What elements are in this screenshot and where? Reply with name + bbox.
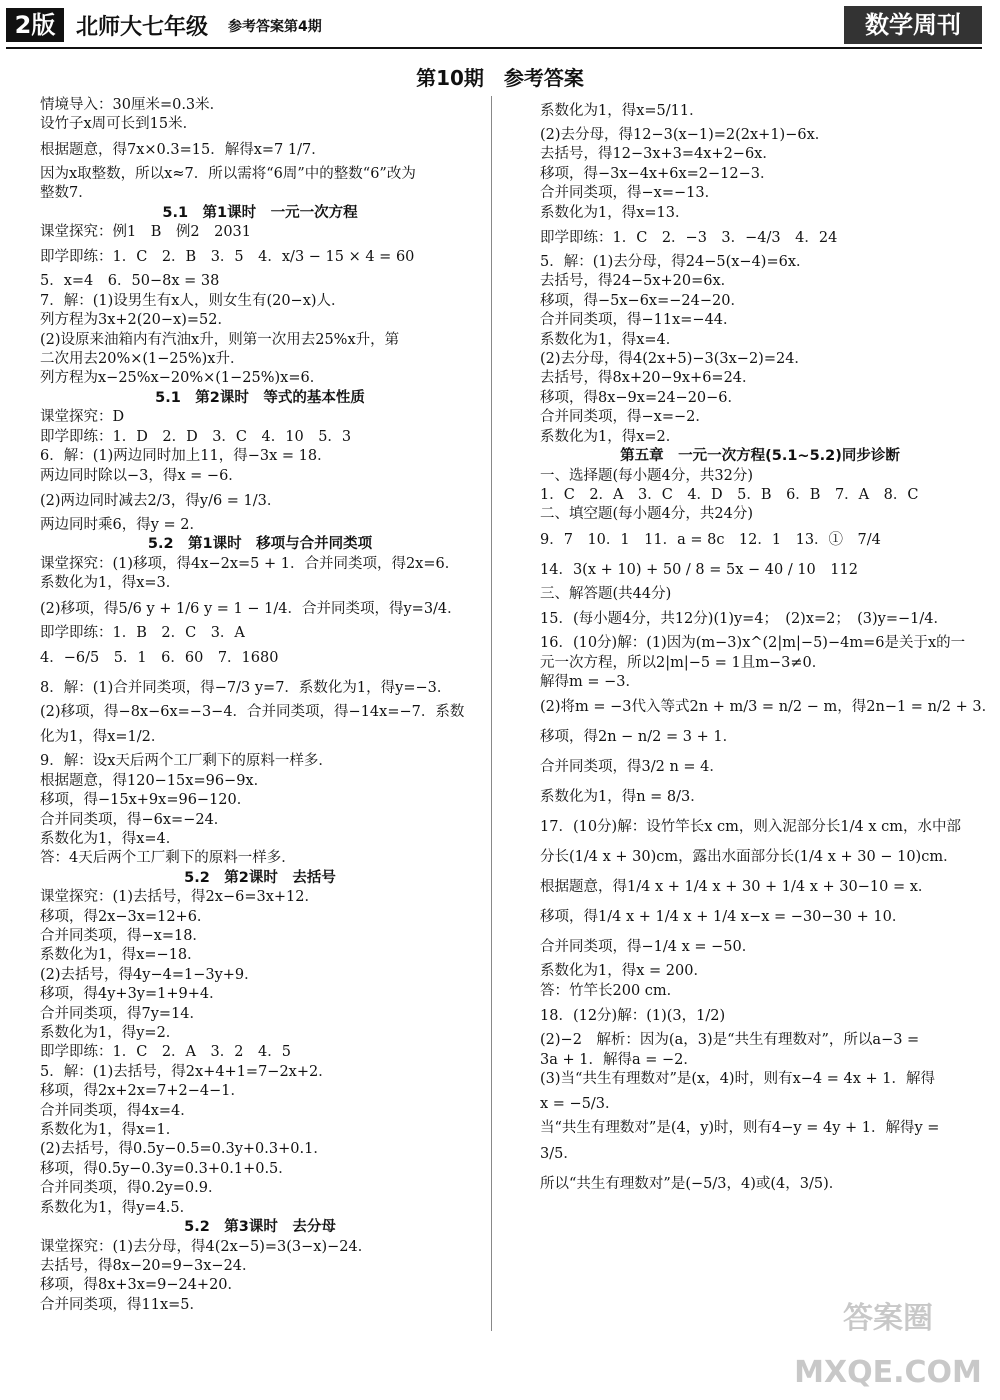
text-line: 5.1 第1课时 一元一次方程: [162, 204, 358, 221]
text-line: 根据题意，得7x×0.3=15．解得x=7 1/7．: [40, 141, 326, 158]
text-line: 系数化为1，得n = 8/3．: [540, 789, 705, 806]
text-line: 3a + 1．解得a = −2．: [540, 1051, 698, 1068]
text-line: 3/5．: [540, 1145, 578, 1162]
text-line: x = −5/3．: [540, 1096, 620, 1113]
text-line: 系数化为1，得x=−18．: [40, 947, 202, 964]
text-line: 第五章 一元一次方程(5.1~5.2)同步诊断: [620, 448, 900, 465]
edition-label: 北师大七年级: [76, 15, 209, 40]
text-line: 16．(10分)解：(1)因为(m−3)x^(2|m|−5)−4m=6是关于x的一: [540, 635, 966, 652]
text-line: 课堂探究：D: [40, 409, 125, 426]
text-line: 列方程为3x+2(20−x)=52．: [40, 312, 232, 329]
text-line: 系数化为1，得x=3．: [40, 575, 181, 592]
text-line: 5.1 第2课时 等式的基本性质: [155, 389, 365, 406]
text-line: 移项，得8x+3x=9−24+20．: [40, 1277, 243, 1294]
text-line: 去括号，得24−5x+20=6x．: [540, 273, 736, 290]
text-line: 18．(12分)解：(1)(3，1/2): [540, 1008, 726, 1025]
text-line: 课堂探究：例1 B 例2 2031: [40, 224, 252, 241]
text-line: 移项，得−5x−6x=−24−20．: [540, 292, 745, 309]
text-line: 9．7 10．1 11．a = 8c 12．1 13．① 7/4: [540, 531, 881, 548]
text-line: (2)设原来油箱内有汽油x升，则第一次用去25%x升，第: [40, 331, 400, 348]
text-line: 5.2 第3课时 去分母: [184, 1219, 336, 1236]
text-line: 4．−6/5 5．1 6．60 7．1680: [40, 649, 279, 666]
text-line: 去括号，得12−3x+3=4x+2−6x．: [540, 146, 777, 163]
brand-logo: 数学周刊: [844, 6, 982, 44]
text-line: 三、解答题(共44分): [540, 585, 672, 602]
text-line: (2)移项，得5/6 y + 1/6 y = 1 − 1/4．合并同类项，得y=3/4．: [40, 600, 462, 617]
page-title: 第10期 参考答案: [416, 66, 584, 90]
text-line: 移项，得−15x+9x=96−120．: [40, 792, 252, 809]
text-line: 课堂探究：(1)移项，得4x−2x=5 + 1．合并同类项，得2x=6．: [40, 555, 460, 572]
text-line: 即学即练：1．D 2．D 3．C 4．10 5．3: [40, 428, 352, 445]
watermark-logo: 答案圈 MXQE.COM: [794, 1301, 982, 1390]
text-line: 移项，得4y+3y=1+9+4．: [40, 986, 224, 1003]
text-line: 17．(10分)解：设竹竿长x cm，则入泥部分长1/4 x cm，水中部: [540, 819, 961, 836]
text-line: 因为x取整数，所以x≈7．所以需将“6周”中的整数“6”改为: [40, 165, 416, 182]
text-line: 系数化为1，得y=4.5．: [40, 1199, 195, 1216]
text-line: 合并同类项，得11x=5．: [40, 1296, 205, 1313]
text-line: 合并同类项，得−1/4 x = −50．: [540, 939, 757, 956]
text-line: 14．3(x + 10) + 50 / 8 = 5x − 40 / 10 112: [540, 561, 858, 578]
text-line: 移项，得8x−9x=24−20−6．: [540, 389, 743, 406]
text-line: 系数化为1，得x=13．: [540, 204, 690, 221]
text-line: 两边同时乘6，得y = 2．: [40, 516, 205, 533]
text-line: (2)去括号，得4y−4=1−3y+9．: [40, 966, 259, 983]
text-line: 8．解：(1)合并同类项，得−7/3 y=7．系数化为1，得y=−3．: [40, 679, 452, 696]
text-line: 移项，得2x−3x=12+6．: [40, 908, 212, 925]
text-line: 去括号，得8x+20−9x+6=24．: [540, 370, 757, 387]
text-line: 一、选择题(每小题4分，共32分): [540, 467, 753, 484]
text-line: 即学即练：1．C 2．B 3．5 4．x/3 − 15 × 4 = 60: [40, 249, 415, 266]
text-line: 即学即练：1．B 2．C 3．A: [40, 624, 245, 641]
text-line: 系数化为1，得x = 200．: [540, 963, 708, 980]
text-line: 答：4天后两个工厂剩下的原料一样多．: [40, 850, 296, 867]
text-line: 系数化为1，得x=2．: [540, 428, 681, 445]
text-line: 即学即练：1．C 2．−3 3．−4/3 4．24: [540, 230, 838, 247]
text-line: 系数化为1，得x=5/11．: [540, 103, 704, 119]
text-line: 5.2 第2课时 去括号: [184, 869, 336, 886]
text-line: 系数化为1，得x=1．: [40, 1122, 181, 1139]
text-line: 二、填空题(每小题4分，共24分): [540, 506, 753, 523]
issue-label: 参考答案第4期: [228, 19, 322, 35]
text-line: 根据题意，得1/4 x + 1/4 x + 30 + 1/4 x + 30−10 = x．: [540, 879, 933, 896]
column-divider: [491, 96, 492, 1331]
text-line: 合并同类项，得−x=−13．: [540, 185, 720, 202]
text-line: 去括号，得8x−20=9−3x−24．: [40, 1257, 257, 1274]
text-line: 合并同类项，得−x=18．: [40, 928, 207, 944]
text-line: (2)去分母，得4(2x+5)−3(3x−2)=24．: [540, 351, 809, 368]
text-line: 合并同类项，得4x=4．: [40, 1102, 195, 1119]
text-line: 6．解：(1)两边同时加上11，得−3x = 18．: [40, 448, 332, 465]
text-line: 15．(每小题4分，共12分)(1)y=4； (2)x=2； (3)y=−1/4．: [540, 611, 949, 628]
text-line: 5.2 第1课时 移项与合并同类项: [147, 536, 373, 553]
text-line: 分长(1/4 x + 30)cm，露出水面部分长(1/4 x + 30 − 10)cm．: [540, 849, 958, 866]
text-line: 移项，得1/4 x + 1/4 x + 1/4 x−x = −30−30 + 10．: [540, 909, 907, 926]
text-line: 两边同时除以−3，得x = −6．: [40, 467, 243, 484]
text-line: (2)将m = −3代入等式2n + m/3 = n/2 − m，得2n−1 = n/2 + 3．: [540, 699, 997, 716]
text-line: (2)去分母，得12−3(x−1)=2(2x+1)−6x．: [540, 127, 830, 143]
text-line: 化为1，得x=1/2．: [40, 729, 166, 746]
page-header: [0, 0, 1000, 48]
text-line: 5．x=4 6．50−8x = 38: [40, 273, 220, 290]
text-line: 所以“共生有理数对”是(−5/3，4)或(4，3/5)．: [540, 1175, 844, 1192]
text-line: (2)移项，得−8x−6x=−3−4．合并同类项，得−14x=−7．系数: [40, 703, 465, 720]
text-line: 设竹子x周可长到15米．: [40, 116, 198, 133]
text-line: 合并同类项，得3/2 n = 4．: [540, 759, 724, 776]
text-line: 移项，得2n − n/2 = 3 + 1．: [540, 729, 738, 746]
text-line: 5．解：(1)去括号，得2x+4+1=7−2x+2．: [40, 1063, 333, 1080]
text-line: 合并同类项，得−6x=−24．: [40, 811, 229, 828]
text-line: 根据题意，得120−15x=96−9x．: [40, 772, 269, 789]
text-line: 列方程为x−25%x−20%×(1−25%)x=6．: [40, 370, 325, 387]
text-line: 课堂探究：(1)去括号，得2x−6=3x+12．: [40, 889, 319, 906]
text-line: 课堂探究：(1)去分母，得4(2x−5)=3(3−x)−24．: [40, 1238, 373, 1255]
text-line: 情境导入：30厘米=0.3米．: [40, 97, 225, 113]
text-line: 当“共生有理数对”是(4，y)时，则有4−y = 4y + 1．解得y =: [540, 1120, 940, 1137]
text-line: 移项，得0.5y−0.3y=0.3+0.1+0.5．: [40, 1160, 293, 1177]
text-line: 元一次方程，所以2|m|−5 = 1且m−3≠0．: [540, 654, 827, 671]
text-line: 9．解：设x天后两个工厂剩下的原料一样多．: [40, 753, 333, 770]
text-line: 整数7．: [40, 185, 93, 202]
text-line: 系数化为1，得x=4．: [40, 830, 181, 847]
text-line: (2)两边同时减去2/3，得y/6 = 1/3．: [40, 492, 282, 509]
text-line: 合并同类项，得7y=14．: [40, 1005, 205, 1022]
text-line: 系数化为1，得x=4．: [540, 331, 681, 348]
text-line: 二次用去20%×(1−25%)x升．: [40, 351, 245, 368]
text-line: 移项，得2x+2x=7+2−4−1．: [40, 1083, 245, 1100]
text-line: 5．解：(1)去分母，得24−5(x−4)=6x．: [540, 254, 811, 271]
text-line: 系数化为1，得y=2．: [40, 1025, 181, 1042]
text-line: 合并同类项，得−11x=−44．: [540, 312, 738, 329]
text-line: (2)−2 解析：因为(a，3)是“共生有理数对”，所以a−3 =: [540, 1032, 920, 1049]
text-line: 即学即练：1．C 2．A 3．2 4．5: [40, 1044, 291, 1061]
page-number: 2版: [6, 8, 64, 42]
right-column: [540, 96, 997, 1199]
text-line: 移项，得−3x−4x+6x=2−12−3．: [540, 165, 775, 182]
text-line: 合并同类项，得0.2y=0.9．: [40, 1180, 223, 1197]
text-line: 1．C 2．A 3．C 4．D 5．B 6．B 7．A 8．C: [540, 486, 919, 503]
text-line: 答：竹竿长200 cm．: [540, 982, 682, 999]
header-rule: [6, 47, 982, 49]
text-line: (2)去括号，得0.5y−0.5=0.3y+0.3+0.1．: [40, 1141, 328, 1158]
text-line: (3)当“共生有理数对”是(x，4)时，则有x−4 = 4x + 1．解得: [540, 1070, 935, 1087]
text-line: 解得m = −3．: [540, 673, 640, 690]
left-column: [40, 96, 480, 1315]
text-line: 7．解：(1)设男生有x人，则女生有(20−x)人．: [40, 292, 346, 309]
text-line: 合并同类项，得−x=−2．: [540, 409, 710, 426]
